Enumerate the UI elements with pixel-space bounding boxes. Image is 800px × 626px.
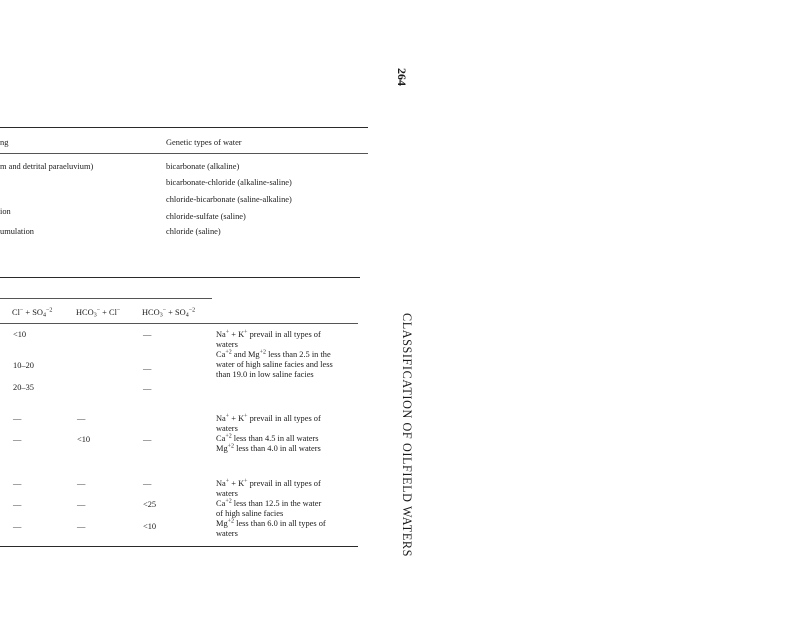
table2-remark-group3: Na+ + K+ prevail in all types of waters $Ca^{+2}$ less than 12.5 in the water of high saline facies $Mg^{+2}$ less than 6.0 in all types of waters bbox=[216, 478, 326, 538]
table2-top-rule bbox=[0, 298, 212, 299]
table1-row4-right: chloride-sulfate (saline) bbox=[166, 212, 246, 221]
table2-r2-c1: 10–20 bbox=[13, 361, 34, 370]
table1-header-left: ng bbox=[0, 138, 9, 147]
running-head: CLASSIFICATION OF OILFIELD WATERS bbox=[400, 312, 414, 558]
table1-top-rule bbox=[0, 127, 368, 128]
table2-remark-group1: Na+ + K+ prevail in all types of waters $Ca^{+2}$ and $Mg^{+2}$ less than 2.5 in the water of high saline facies and less than 19.0 in low saline facies bbox=[216, 329, 333, 379]
table2-r6-c3: — bbox=[143, 479, 152, 488]
table1-row1-right: bicarbonate (alkaline) bbox=[166, 162, 240, 171]
table1-row5-right: chloride (saline) bbox=[166, 227, 221, 236]
table2-r5-c3: — bbox=[143, 435, 152, 444]
table1-bottom-rule bbox=[0, 277, 360, 278]
table1-row5-left: umulation bbox=[0, 227, 34, 236]
table2-r7-c1: — bbox=[13, 500, 22, 509]
table1-header-rule bbox=[0, 153, 368, 154]
table2-r1-c3: — bbox=[143, 330, 152, 339]
table2-r3-c1: 20–35 bbox=[13, 383, 34, 392]
table1-row3-right: chloride-bicarbonate (saline-alkaline) bbox=[166, 195, 292, 204]
table2-r3-c3: — bbox=[143, 384, 152, 393]
table1-row2-right: bicarbonate-chloride (alkaline-saline) bbox=[166, 178, 292, 187]
table2-r5-c1: — bbox=[13, 435, 22, 444]
table2-r4-c2: — bbox=[77, 414, 86, 423]
table1-row1-left: m and detrital paraeluvium) bbox=[0, 162, 94, 171]
table2-r7-c2: — bbox=[77, 500, 86, 509]
table1-row4-left: ion bbox=[0, 207, 11, 216]
table1-header-right: Genetic types of water bbox=[166, 138, 242, 147]
table2-header-col3: $HCO_3^- + SO_4^{-2}$ bbox=[142, 307, 196, 319]
table2-r6-c1: — bbox=[13, 479, 22, 488]
table2-r5-c2: <10 bbox=[77, 435, 91, 444]
table2-r7-c3: <25 bbox=[143, 500, 157, 509]
table2-r6-c2: — bbox=[77, 479, 86, 488]
table2-header-rule bbox=[0, 323, 358, 324]
table2-header-col1: $Cl^- + SO_4^{-2}$ bbox=[12, 307, 53, 319]
table2-r1-c1: <10 bbox=[13, 330, 27, 339]
table2-header-col2: $HCO_3^- + Cl^-$ bbox=[76, 307, 121, 319]
table2-r8-c2: — bbox=[77, 522, 86, 531]
table2-r8-c3: <10 bbox=[143, 522, 157, 531]
table2-r8-c1: — bbox=[13, 522, 22, 531]
table2-remark-group2: Na+ + K+ prevail in all types of waters $Ca^{+2}$ less than 4.5 in all waters $Mg^{+2}$ less than 4.0 in all waters bbox=[216, 413, 321, 453]
page-number: 264 bbox=[395, 68, 409, 86]
table2-r2-c3: — bbox=[143, 364, 152, 373]
table2-r4-c1: — bbox=[13, 414, 22, 423]
table2-bottom-rule bbox=[0, 546, 358, 547]
